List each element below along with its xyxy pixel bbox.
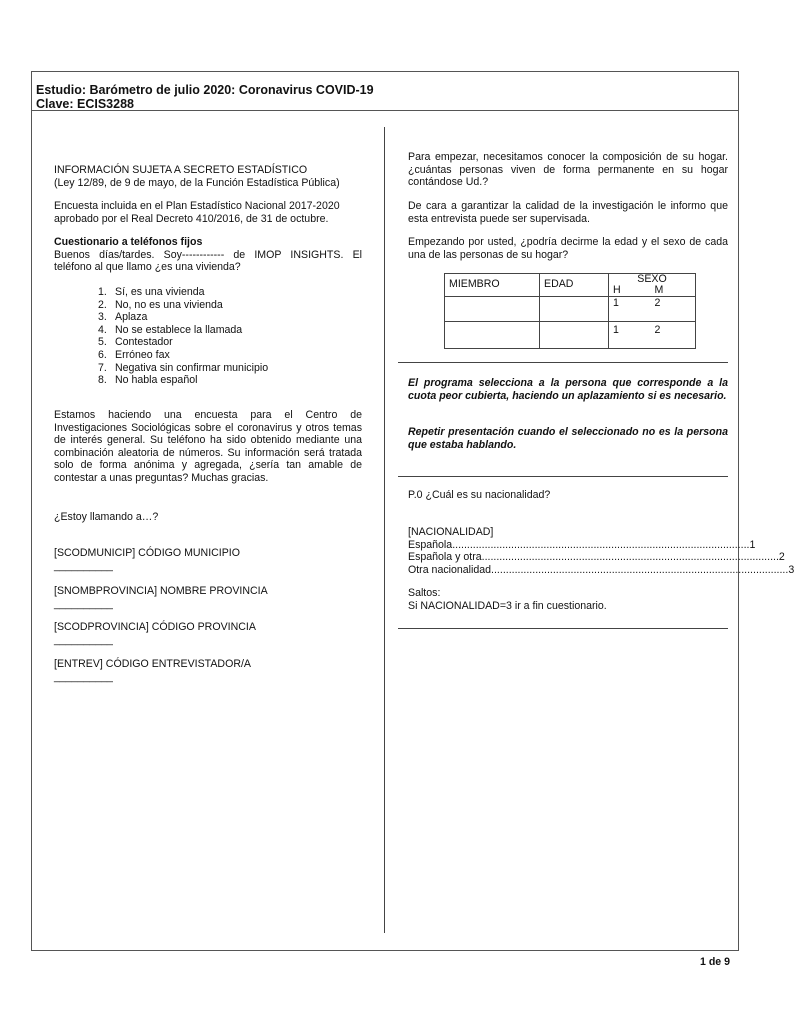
list-item — [54, 349, 362, 362]
field-municipio — [54, 547, 362, 572]
table-row — [445, 297, 696, 322]
info-title: INFORMACIÓN SUJETA A SECRETO ESTADÍSTICO — [54, 164, 308, 176]
nationality-option: Española ..................................................................................................... 1 — [408, 538, 756, 551]
study-title-line1: Estudio: Barómetro de julio 2020: Coronavirus COVID-19 — [36, 83, 374, 97]
nationality-title: [NACIONALIDAD] — [408, 526, 494, 538]
repeat-note: Repetir presentación cuando el seleccionado no es la persona que estaba hablando. — [408, 426, 728, 451]
supervision-notice: De cara a garantizar la calidad de la investigación le informo que esta entrevista puede ser supervisada. — [408, 200, 728, 225]
survey-intro: Estamos haciendo una encuesta para el Centro de Investigaciones Sociológicas sobre el coronavirus y otros temas de interés general. Su teléfono ha sido obtenido mediante una combinación aleatoria de números. Su información será tratada solo de forma anónima y agregada, ¿sería tan amable de contestar a unas preguntas? Muchas gracias. — [54, 409, 362, 484]
field-blank: __________ — [54, 559, 113, 572]
table-row — [445, 322, 696, 349]
list-item — [54, 324, 362, 337]
questionnaire-title: Cuestionario a teléfonos fijos — [54, 236, 203, 248]
list-item — [54, 374, 362, 387]
field-entrevistador — [54, 658, 362, 683]
nationality-block — [408, 526, 794, 576]
list-item-number: 4. — [98, 323, 107, 336]
household-table — [444, 273, 696, 349]
field-label: [SNOMBPROVINCIA] NOMBRE PROVINCIA — [54, 585, 268, 597]
greeting-text: Buenos días/tardes. Soy------------ de IMOP INSIGHTS. El teléfono al que llamo ¿es una vivienda? — [54, 248, 362, 274]
column-divider — [384, 127, 385, 933]
selection-note: El programa selecciona a la persona que corresponde a la cuota peor cubierta, haciendo un aplazamiento si es necesario. — [408, 377, 728, 402]
field-label: [SCODPROVINCIA] CÓDIGO PROVINCIA — [54, 621, 256, 633]
sex-m-code: 2 — [650, 297, 695, 322]
col-miembro: MIEMBRO — [445, 274, 540, 297]
list-item — [54, 336, 362, 349]
list-item-number: 6. — [98, 348, 107, 361]
field-label: [SCODMUNICIP] CÓDIGO MUNICIPIO — [54, 547, 240, 559]
list-item-text: Sí, es una vivienda — [115, 286, 205, 298]
options-list — [54, 286, 362, 387]
skip-title: Saltos: — [408, 587, 441, 599]
page-number: 1 de 9 — [700, 956, 731, 968]
study-title-line2: Clave: ECIS3288 — [36, 97, 134, 111]
list-item-number: 8. — [98, 374, 107, 387]
list-item-number: 2. — [98, 298, 107, 311]
info-block — [54, 164, 362, 189]
field-blank: __________ — [54, 633, 113, 646]
plan-text: Encuesta incluida en el Plan Estadístico Nacional 2017-2020 aprobado por el Real Decreto 410/2016, de 31 de octubre. — [54, 200, 340, 225]
list-item-text: No, no es una vivienda — [115, 298, 223, 311]
field-blank: __________ — [54, 670, 113, 683]
info-law: (Ley 12/89, de 9 de mayo, de la Función Estadística Pública) — [54, 176, 340, 189]
list-item-number: 7. — [98, 361, 107, 374]
field-nombre-provincia — [54, 585, 362, 610]
list-item — [54, 311, 362, 324]
col-sexo: SEXO — [609, 274, 696, 286]
list-item-text: Contestador — [115, 336, 173, 349]
list-item — [54, 362, 362, 375]
skip-rules — [408, 587, 728, 612]
section-separator — [398, 476, 728, 477]
field-codigo-provincia — [54, 621, 362, 646]
list-item-number: 5. — [98, 336, 107, 349]
questionnaire-intro — [54, 236, 362, 274]
composition-question: Para empezar, necesitamos conocer la composición de su hogar. ¿cuántas personas viven de forma permanente en su hogar contándose Ud.? — [408, 151, 728, 189]
list-item-text: Aplaza — [115, 311, 148, 324]
list-item-text: Erróneo fax — [115, 348, 170, 361]
age-sex-question: Empezando por usted, ¿podría decirme la edad y el sexo de cada una de las personas de su hogar? — [408, 236, 728, 261]
sex-h-code: 1 — [609, 297, 651, 322]
list-item-text: No se establece la llamada — [115, 323, 243, 336]
sex-m-code: 2 — [650, 322, 695, 349]
list-item-number: 3. — [98, 311, 107, 324]
list-item-text: No habla español — [115, 374, 198, 387]
nationality-option: Española y otra ..................................................................................................... 2 — [408, 551, 785, 564]
col-h: H — [609, 285, 651, 297]
section-separator — [398, 362, 728, 363]
skip-text: Si NACIONALIDAD=3 ir a fin cuestionario. — [408, 599, 607, 612]
list-item-text: Negativa sin confirmar municipio — [115, 361, 269, 374]
col-m: M — [650, 285, 695, 297]
section-separator — [398, 628, 728, 629]
list-item — [54, 299, 362, 312]
calling-question: ¿Estoy llamando a…? — [54, 511, 159, 523]
sex-h-code: 1 — [609, 322, 651, 349]
list-item — [54, 286, 362, 299]
field-blank: __________ — [54, 597, 113, 610]
nationality-option: Otra nacionalidad ..................................................................................................... 3 — [408, 563, 794, 576]
col-edad: EDAD — [540, 274, 609, 297]
field-label: [ENTREV] CÓDIGO ENTREVISTADOR/A — [54, 658, 251, 670]
list-item-number: 1. — [98, 286, 107, 298]
p0-question: P.0 ¿Cuál es su nacionalidad? — [408, 489, 551, 501]
study-title — [36, 83, 374, 111]
